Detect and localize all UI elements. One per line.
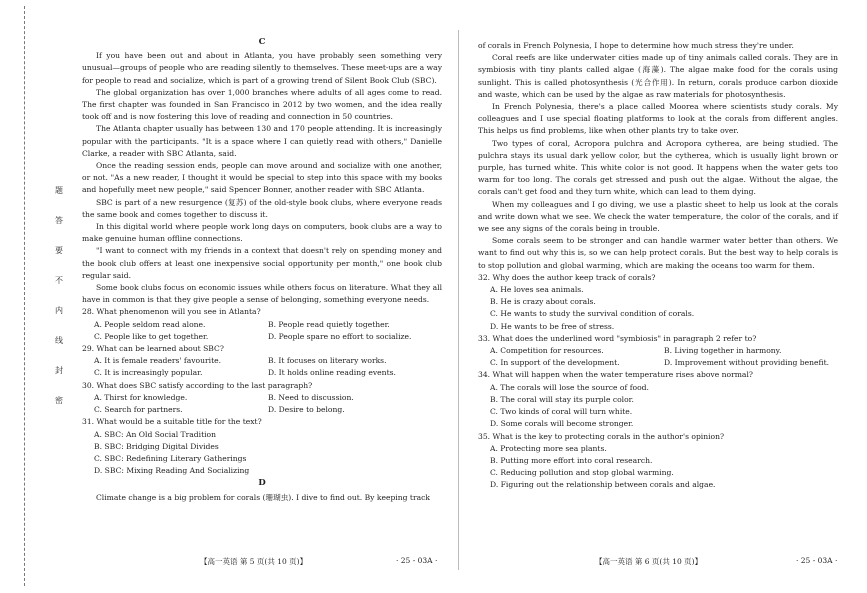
option-28b: B. People read quietly together. bbox=[268, 319, 390, 329]
question-34: 34. What will happen when the water temperature rises above normal? bbox=[478, 370, 753, 380]
seal-line-warning bbox=[55, 186, 67, 426]
passage-c-paragraph: The global organization has over 1,000 branches where adults of all ages come to read. The first chapter was founded in San Francisco in 2012 by two women, and the idea really took off and is now fostering this love of reading and connection in 50 countries. bbox=[82, 87, 442, 122]
page-6-column bbox=[478, 40, 838, 492]
passage-d-paragraph: When my colleagues and I go diving, we use a plastic sheet to help us look at the corals and write down what we see. We check the water temperature, the color of the corals, and if we see any signs of the corals being in trouble. bbox=[478, 199, 838, 234]
option-29c: C. It is increasingly popular. bbox=[94, 368, 203, 378]
passage-c-paragraph: Some book clubs focus on economic issues while others focus on literature. What they all have in common is that they give people a sense of belonging, something everyone needs. bbox=[82, 283, 442, 305]
passage-c-paragraph: SBC is part of a new resurgence (复苏) of the old-style book clubs, where everyone reads the same book and comes together to discuss it. bbox=[82, 197, 442, 219]
option-28d: D. People spare no effort to socialize. bbox=[268, 331, 412, 341]
option-34c: C. Two kinds of coral will turn white. bbox=[490, 407, 633, 417]
option-32b: B. He is crazy about corals. bbox=[490, 297, 596, 307]
option-32c: C. He wants to study the survival condition of corals. bbox=[490, 309, 695, 319]
question-28: 28. What phenomenon will you see in Atlanta? bbox=[82, 307, 261, 317]
options-row bbox=[82, 331, 442, 343]
question-31: 31. What would be a suitable title for the text? bbox=[82, 417, 262, 427]
option-35b: B. Putting more effort into coral research. bbox=[490, 455, 653, 465]
page-5-footer-label: 【高一英语 第 5 页(共 10 页)】 bbox=[200, 557, 308, 566]
margin-char: 密 bbox=[55, 396, 63, 405]
section-heading-c: C bbox=[258, 37, 266, 47]
option-32a: A. He loves sea animals. bbox=[490, 285, 584, 295]
page-6-footer-code: · 25 - 03A · bbox=[796, 556, 838, 565]
option-32d: D. He wants to be free of stress. bbox=[490, 321, 615, 331]
option-30b: B. Need to discussion. bbox=[268, 392, 354, 402]
option-35a: A. Protecting more sea plants. bbox=[490, 443, 607, 453]
passage-d-paragraph: Some corals seem to be stronger and can handle warmer water better than others. We want to find out why this is, so we can help protect corals. But the best way to help corals is to stop pollution and global warming, which are making the oceans too warm for them. bbox=[478, 236, 838, 270]
section-heading-d: D bbox=[258, 478, 266, 489]
question-30: 30. What does SBC satisfy according to the last paragraph? bbox=[82, 380, 313, 390]
option-35d: D. Figuring out the relationship between corals and algae. bbox=[490, 480, 716, 490]
margin-char: 线 bbox=[55, 336, 63, 345]
option-29d: D. It holds online reading events. bbox=[268, 368, 396, 378]
page-5-column bbox=[82, 36, 442, 504]
option-33d: D. Improvement without providing benefit. bbox=[664, 358, 830, 368]
passage-c-paragraph: The Atlanta chapter usually has between 130 and 170 people attending. It is increasingly popular with the participants. "It is a space where I can quietly read with others," Danielle Clarke, a reader with SBC Atlanta, said. bbox=[82, 124, 442, 158]
options-row bbox=[82, 404, 442, 416]
options-row bbox=[82, 392, 442, 404]
passage-d-paragraph: of corals in French Polynesia, I hope to determine how much stress they're under. bbox=[478, 41, 794, 50]
option-30a: A. Thirst for knowledge. bbox=[94, 392, 188, 402]
option-29b: B. It focuses on literary works. bbox=[268, 356, 387, 366]
question-29: 29. What can be learned about SBC? bbox=[82, 344, 224, 354]
margin-char: 不 bbox=[55, 276, 63, 285]
margin-char: 内 bbox=[55, 306, 63, 315]
option-31d: D. SBC: Mixing Reading And Socializing bbox=[94, 466, 250, 476]
option-33b: B. Living together in harmony. bbox=[664, 346, 782, 356]
question-33: 33. What does the underlined word "symbiosis" in paragraph 2 refer to? bbox=[478, 333, 757, 343]
option-34b: B. The coral will stay its purple color. bbox=[490, 394, 634, 404]
passage-d-paragraph: Coral reefs are like underwater cities made up of tiny animals called corals. They are in symbiosis with tiny plants called algae (海藻). The algae make food for the corals using sunlight. This is called photosynthesis (光合作用). In return, corals produce carbon dioxide and waste, which can be used by the algae as raw materials for photosynthesis. bbox=[478, 53, 838, 99]
passage-d-paragraph: In French Polynesia, there's a place called Moorea where scientists study corals. My colleagues and I use special floating platforms to look at the corals from different angles. This helps us find problems, like when other plants try to take over. bbox=[478, 102, 838, 136]
option-34a: A. The corals will lose the source of food. bbox=[490, 382, 649, 392]
option-31c: C. SBC: Redefining Literary Gatherings bbox=[94, 453, 247, 463]
cut-line bbox=[24, 6, 25, 586]
options-row bbox=[478, 357, 838, 369]
option-30d: D. Desire to belong. bbox=[268, 405, 345, 415]
passage-d-paragraph: Two types of coral, Acropora pulchra and Acropora cytherea, are being studied. The pulchra stays its usual dark yellow color, but the cytherea, which is usually light brown or purple, has turned white. This white color is not good. It happens when the water gets too warm for too long. The corals get stressed and push out the algae. Without the algae, the corals can't get food and they turn white, which can lead to them dying. bbox=[478, 138, 838, 197]
margin-char: 要 bbox=[55, 246, 63, 255]
option-33a: A. Competition for resources. bbox=[490, 346, 604, 356]
options-row bbox=[82, 355, 442, 367]
page-5-footer-code: · 25 - 03A · bbox=[396, 556, 438, 565]
option-33c: C. In support of the development. bbox=[490, 358, 620, 368]
passage-c-paragraph: If you have been out and about in Atlanta, you have probably seen something very unusual—groups of people who are reading silently to themselves. These meet-ups are a way for people to read and socialize, which is part of a growing trend of Silent Book Club (SBC). bbox=[82, 51, 442, 85]
passage-c-paragraph: In this digital world where people work long days on computers, book clubs are a way to make genuine human offline connections. bbox=[82, 222, 442, 244]
option-35c: C. Reducing pollution and stop global warming. bbox=[490, 468, 674, 478]
passage-c-paragraph: "I want to connect with my friends in a context that doesn't rely on spending money and the book club offers at least one inexpensive social opportunity per month," one book club regular said. bbox=[82, 246, 442, 280]
option-34d: D. Some corals will become stronger. bbox=[490, 419, 634, 429]
binding-margin bbox=[0, 0, 62, 593]
option-28a: A. People seldom read alone. bbox=[94, 319, 206, 329]
page-divider bbox=[458, 30, 459, 570]
options-row bbox=[478, 345, 838, 357]
margin-char: 题 bbox=[55, 186, 63, 195]
margin-char: 答 bbox=[55, 216, 63, 225]
options-row bbox=[82, 319, 442, 331]
option-29a: A. It is female readers' favourite. bbox=[94, 356, 222, 366]
option-31b: B. SBC: Bridging Digital Divides bbox=[94, 441, 219, 451]
passage-c-paragraph: Once the reading session ends, people can move around and socialize with one another, or not. "As a new reader, I thought it would be special to step into this space with my books and hopefully meet new people," said Spencer Bonner, another reader with SBC Atlanta. bbox=[82, 161, 442, 195]
page-6-footer-label: 【高一英语 第 6 页(共 10 页)】 bbox=[595, 557, 703, 566]
question-32: 32. Why does the author keep track of corals? bbox=[478, 272, 656, 282]
option-30c: C. Search for partners. bbox=[94, 405, 183, 415]
option-31a: A. SBC: An Old Social Tradition bbox=[94, 429, 217, 439]
margin-char: 封 bbox=[55, 366, 63, 375]
passage-d-paragraph: Climate change is a big problem for corals (珊瑚虫). I dive to find out. By keeping track bbox=[96, 492, 430, 502]
option-28c: C. People like to get together. bbox=[94, 331, 209, 341]
question-35: 35. What is the key to protecting corals in the author's opinion? bbox=[478, 431, 725, 441]
options-row bbox=[82, 367, 442, 379]
